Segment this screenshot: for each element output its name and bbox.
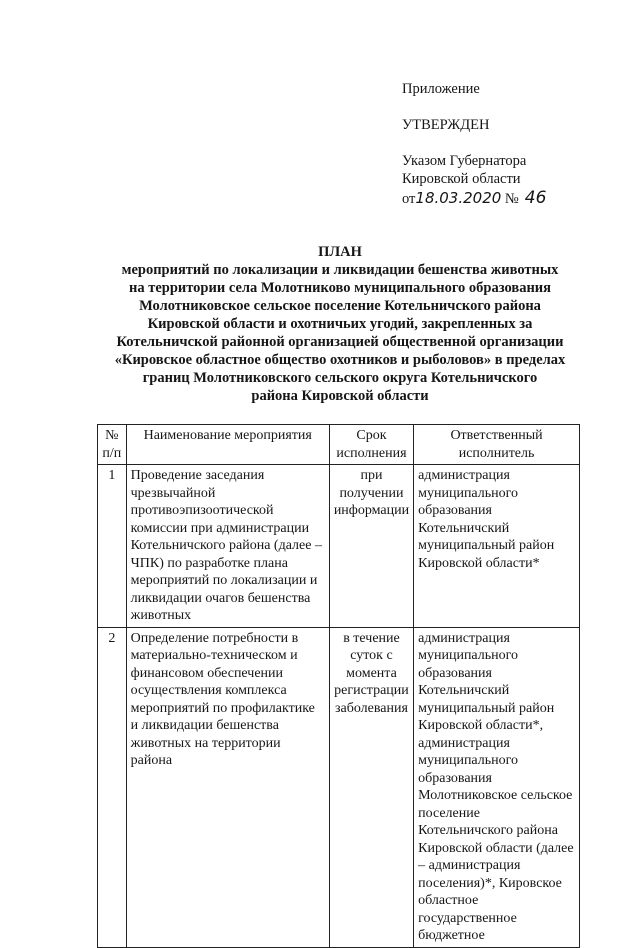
title-line-5: Котельничской районной организацией общественной организации [116, 334, 564, 350]
handwritten-date: 18.03.2020 [415, 189, 502, 207]
row-num: 2 [98, 627, 127, 947]
date-number-line [402, 189, 546, 208]
number-sign: № [504, 191, 519, 207]
row-name: Проведение заседания чрезвычайной противоэпизоотической комиссии при администрации Котельничского района (далее – ЧПК) по разработке плана мероприятий по локализации и ликвидации очагов бешенства животных [126, 465, 329, 628]
plan-table [97, 424, 580, 948]
title-line-8: района Кировской области [251, 388, 429, 404]
table-header-row [98, 425, 580, 465]
handwritten-number: 46 [524, 188, 547, 208]
title-line-1: мероприятий по локализации и ликвидации бешенства животных [121, 262, 559, 278]
title-line-7: границ Молотниковского сельского округа Котельничского [142, 370, 538, 386]
document-title [90, 243, 590, 405]
approval-block [402, 80, 546, 208]
row-name: Определение потребности в материально-техническом и финансовом обеспечении осуществления комплекса мероприятий по профилактике и ликвидации бешенства животных на территории района [126, 627, 329, 947]
row-resp: администрация муниципального образования Котельничский муниципальный район Кировской области*, администрация муниципального образования Молотниковское сельское поселение Котельничского района Кировской области (далее – администрация поселения)*, Кировское областное государственное бюджетное [414, 627, 580, 947]
approved-label: УТВЕРЖДЕН [402, 117, 490, 133]
row-term: при получении информации [329, 465, 413, 628]
header-num: № п/п [98, 425, 127, 465]
table-row [98, 465, 580, 628]
row-num: 1 [98, 465, 127, 628]
decree-line-1: Указом Губернатора [402, 153, 527, 169]
title-line-3: Молотниковское сельское поселение Котельничского района [139, 298, 541, 314]
header-resp: Ответственный исполнитель [414, 425, 580, 465]
row-term: в течение суток с момента регистрации заболевания [329, 627, 413, 947]
header-name: Наименование мероприятия [126, 425, 329, 465]
title-line-4: Кировской области и охотничьих угодий, закрепленных за [147, 316, 533, 332]
title-line-2: на территории села Молотниково муниципального образования [128, 280, 551, 296]
decree-line-2: Кировской области [402, 171, 521, 187]
date-prefix: от [402, 191, 416, 207]
row-resp: администрация муниципального образования Котельничский муниципальный район Кировской области* [414, 465, 580, 628]
title-heading: ПЛАН [318, 244, 362, 260]
title-line-6: «Кировское областное общество охотников и рыболовов» в пределах [114, 352, 566, 368]
table-row [98, 627, 580, 947]
header-term: Срок исполнения [329, 425, 413, 465]
appendix-label: Приложение [402, 81, 480, 97]
